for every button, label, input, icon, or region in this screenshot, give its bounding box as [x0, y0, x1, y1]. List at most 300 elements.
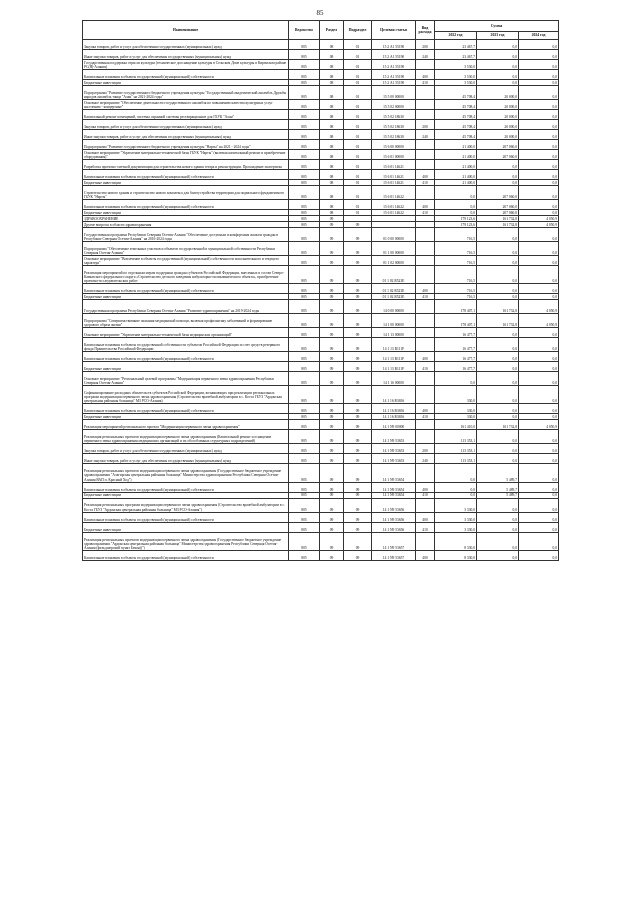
table-row	[83, 444, 559, 454]
row-csr: 14 1 13 00000	[372, 328, 416, 338]
row-razdel: 08	[320, 40, 344, 50]
row-vr: 410	[416, 294, 435, 300]
row-vr	[416, 314, 435, 328]
row-csr: 14 1 N9 00000	[372, 420, 416, 430]
row-podrazdel: 09	[344, 482, 372, 492]
row-vr	[416, 149, 435, 159]
row-value-2023: 161 732,8	[477, 221, 519, 227]
row-value-2023: 207 060,0	[477, 139, 519, 149]
row-name: Основное мероприятие "Укрепление материально-технической базы медицинских организаций"	[83, 328, 289, 338]
row-value-2024: 4 050,9	[519, 299, 559, 313]
row-value-2023: 0,0	[477, 352, 519, 362]
row-podrazdel: 09	[344, 414, 372, 420]
row-vr	[416, 241, 435, 255]
row-ved: 805	[289, 149, 320, 159]
row-value-2024: 0,0	[519, 227, 559, 241]
row-value-2023: 0,0	[477, 444, 519, 454]
row-csr: 14 1 N9 53657	[372, 532, 416, 550]
row-csr: 15 6 01 14622	[372, 209, 416, 215]
row-razdel: 09	[320, 420, 344, 430]
row-razdel: 09	[320, 404, 344, 414]
row-value-2024: 0,0	[519, 362, 559, 372]
row-name: Капитальные вложения в объекты государственной (муниципальной) собственности	[83, 550, 289, 560]
header-razdel: Раздел	[320, 21, 344, 40]
row-value-2023: 161 732,8	[477, 299, 519, 313]
row-value-2024: 0,0	[519, 265, 559, 283]
table-row	[83, 404, 559, 414]
row-csr: 15 5 00 00000	[372, 85, 416, 99]
row-razdel: 08	[320, 99, 344, 109]
row-razdel: 08	[320, 109, 344, 119]
row-podrazdel: 09	[344, 444, 372, 454]
row-value-2024: 4 050,9	[519, 314, 559, 328]
row-vr: 400	[416, 284, 435, 294]
row-razdel: 09	[320, 550, 344, 560]
row-vr	[416, 255, 435, 265]
table-row	[83, 482, 559, 492]
row-name: Реализация региональных программ модернизации первичного звена здравоохранения (Строительство врачебной амбулатории в с. Коста ГБУЗ "Ардонская центральная районная больница" МЗ РСО-Алания")	[83, 498, 289, 512]
row-ved: 805	[289, 492, 320, 498]
row-value-2023: 0,0	[477, 430, 519, 444]
header-vr: Вид расхода	[416, 21, 435, 40]
row-value-2022: 179 123,6	[435, 215, 477, 221]
row-value-2022: 716,5	[435, 284, 477, 294]
row-value-2024: 4 050,9	[519, 215, 559, 221]
row-value-2022: 0,0	[435, 464, 477, 482]
row-podrazdel: 09	[344, 492, 372, 498]
row-vr: 240	[416, 50, 435, 60]
row-value-2023: 0,0	[477, 498, 519, 512]
table-row	[83, 50, 559, 60]
table-row	[83, 464, 559, 482]
row-podrazdel: 09	[344, 420, 372, 430]
row-name: Бюджетные инвестиции	[83, 522, 289, 532]
row-csr: 15 5 02 18630	[372, 119, 416, 129]
row-name: Капитальные вложения в объекты государственной (муниципальной) собственности	[83, 482, 289, 492]
row-csr: 15 2 А1 55190	[372, 70, 416, 80]
row-ved: 805	[289, 372, 320, 386]
row-podrazdel: 09	[344, 221, 372, 227]
row-vr	[416, 498, 435, 512]
row-csr: 14 1 N9 53656	[372, 498, 416, 512]
row-podrazdel: 01	[344, 40, 372, 50]
row-vr	[416, 159, 435, 169]
row-value-2023: 0,0	[477, 70, 519, 80]
row-value-2024: 0,0	[519, 80, 559, 86]
row-name: Капитальный ремонт помещений, системы охранной системы реставрационное для ГБУК "Алан"	[83, 109, 289, 119]
row-ved: 805	[289, 80, 320, 86]
row-value-2022: 716,5	[435, 241, 477, 255]
row-value-2023: 20 000,0	[477, 99, 519, 109]
row-value-2022: 45 708,4	[435, 129, 477, 139]
table-row	[83, 119, 559, 129]
row-podrazdel: 09	[344, 241, 372, 255]
row-name: Строительство нового здания и строительство нового комплекса для благоустройства территории для подвального фундаментного ГБУК "Нарты"	[83, 185, 289, 199]
row-value-2023: 0,0	[477, 50, 519, 60]
row-name: Капитальные вложения в объекты государственной (муниципальной) собственности	[83, 199, 289, 209]
row-vr	[416, 139, 435, 149]
row-value-2022: 330,0	[435, 404, 477, 414]
row-value-2024: 0,0	[519, 522, 559, 532]
row-name: Основное мероприятие "Вовлечение в объекты государственной (муниципальной) собственности исполнительного и текущего характера"	[83, 255, 289, 265]
row-vr	[416, 532, 435, 550]
row-vr	[416, 299, 435, 313]
table-row	[83, 372, 559, 386]
row-ved: 805	[289, 430, 320, 444]
row-value-2022: 113 353,1	[435, 430, 477, 444]
row-razdel: 09	[320, 498, 344, 512]
row-podrazdel: 09	[344, 255, 372, 265]
row-razdel: 08	[320, 179, 344, 185]
row-csr: 15 5 02 00000	[372, 99, 416, 109]
row-value-2023: 0,0	[477, 284, 519, 294]
row-csr: 01 1 02 R523Е	[372, 265, 416, 283]
row-value-2023: 0,0	[477, 404, 519, 414]
row-name: Иные закупки товаров, работ и услуг для обеспечения государственных (муниципальных) нужд	[83, 50, 289, 60]
row-value-2024: 0,0	[519, 492, 559, 498]
table-body	[83, 40, 559, 561]
row-name: Закупка товаров, работ и услуг для обеспечения государственных (муниципальных) нужд	[83, 444, 289, 454]
row-razdel: 09	[320, 299, 344, 313]
row-podrazdel: 09	[344, 498, 372, 512]
row-ved: 805	[289, 498, 320, 512]
row-value-2022: 716,5	[435, 227, 477, 241]
row-vr	[416, 60, 435, 70]
table-row	[83, 498, 559, 512]
row-name: Капитальные вложения в объекты государственной (муниципальной) собственности	[83, 70, 289, 80]
row-vr	[416, 372, 435, 386]
page-number: 85	[316, 9, 324, 17]
row-csr: 14 1 13 R111F	[372, 362, 416, 372]
row-vr: 410	[416, 522, 435, 532]
row-value-2022: 45 708,4	[435, 99, 477, 109]
row-value-2022: 330,0	[435, 386, 477, 404]
table-row	[83, 227, 559, 241]
row-vr: 400	[416, 70, 435, 80]
row-csr: 01 1 02 00000	[372, 255, 416, 265]
row-ved: 805	[289, 99, 320, 109]
row-razdel: 09	[320, 221, 344, 227]
row-name: Государственная программа Республики Северная Осетия-Алания "Развитие здравоохранения" на 2019-2024 годы	[83, 299, 289, 313]
row-value-2024: 0,0	[519, 430, 559, 444]
row-csr: 15 6 01 14621	[372, 159, 416, 169]
table-row	[83, 430, 559, 444]
row-csr: 01 1 02 R523Е	[372, 294, 416, 300]
row-razdel: 08	[320, 85, 344, 99]
row-csr: 01 0 00 00000	[372, 227, 416, 241]
table-row	[83, 169, 559, 179]
row-podrazdel: 01	[344, 119, 372, 129]
table-row	[83, 99, 559, 109]
row-podrazdel: 09	[344, 404, 372, 414]
row-vr	[416, 420, 435, 430]
row-vr	[416, 265, 435, 283]
row-razdel: 09	[320, 430, 344, 444]
row-value-2024: 0,0	[519, 85, 559, 99]
header-sum: Сумма	[435, 21, 559, 32]
row-podrazdel: 09	[344, 522, 372, 532]
row-value-2024: 0,0	[519, 372, 559, 386]
row-csr: 15 2 А1 55190	[372, 80, 416, 86]
row-razdel: 09	[320, 454, 344, 464]
row-ved: 805	[289, 512, 320, 522]
row-razdel: 09	[320, 362, 344, 372]
row-name: Бюджетные инвестиции	[83, 362, 289, 372]
row-vr: 200	[416, 119, 435, 129]
table-row	[83, 265, 559, 283]
row-csr: 14 1 16 R3656	[372, 414, 416, 420]
row-ved: 805	[289, 139, 320, 149]
row-vr: 400	[416, 550, 435, 560]
row-value-2024: 4 050,9	[519, 420, 559, 430]
row-ved: 805	[289, 119, 320, 129]
row-value-2023: 207 060,0	[477, 149, 519, 159]
row-value-2024: 0,0	[519, 209, 559, 215]
row-name: Подпрограмма "Совершенствование оказания медицинской помощи, включая профилактику заболеваний и формирование здорового образа жизни"	[83, 314, 289, 328]
table-row	[83, 199, 559, 209]
row-name: Иные закупки товаров, работ и услуг для обеспечения государственных (муниципальных) нужд	[83, 454, 289, 464]
row-value-2022: 179 123,6	[435, 221, 477, 227]
row-value-2023: 161 732,8	[477, 420, 519, 430]
row-vr	[416, 386, 435, 404]
row-value-2024: 0,0	[519, 532, 559, 550]
row-csr: 15 5 02 18630	[372, 109, 416, 119]
row-value-2023: 5 489,7	[477, 492, 519, 498]
row-podrazdel: 09	[344, 299, 372, 313]
row-podrazdel: 09	[344, 532, 372, 550]
row-vr: 400	[416, 512, 435, 522]
row-razdel: 08	[320, 60, 344, 70]
row-csr: 15 6 01 14622	[372, 199, 416, 209]
table-row	[83, 109, 559, 119]
row-razdel: 09	[320, 444, 344, 454]
row-vr: 410	[416, 362, 435, 372]
table-row	[83, 338, 559, 352]
row-value-2024: 0,0	[519, 50, 559, 60]
row-value-2022: 21 400,0	[435, 149, 477, 159]
row-csr: 15 6 01 00000	[372, 149, 416, 159]
row-value-2024: 0,0	[519, 482, 559, 492]
row-csr: 14 1 N9 53657	[372, 550, 416, 560]
table-row	[83, 284, 559, 294]
row-value-2022: 178 407,1	[435, 314, 477, 328]
row-value-2023: 0,0	[477, 362, 519, 372]
row-value-2024: 0,0	[519, 149, 559, 159]
row-podrazdel: 01	[344, 185, 372, 199]
row-value-2022: 16 477,7	[435, 362, 477, 372]
row-value-2023: 0,0	[477, 227, 519, 241]
header-year-2023: 2023 год	[477, 32, 519, 40]
row-name: Бюджетные инвестиции	[83, 209, 289, 215]
row-razdel: 09	[320, 328, 344, 338]
row-csr: 15 6 01 14621	[372, 169, 416, 179]
row-ved: 805	[289, 199, 320, 209]
row-podrazdel: 09	[344, 386, 372, 404]
row-ved: 805	[289, 109, 320, 119]
row-value-2023: 0,0	[477, 372, 519, 386]
row-ved: 805	[289, 482, 320, 492]
row-value-2023: 0,0	[477, 454, 519, 464]
row-name: Подпрограмма "Развитие государственного бюджетного учреждения культуры "Нарты" на 2021 - 2024 годы"	[83, 139, 289, 149]
row-value-2024: 0,0	[519, 70, 559, 80]
row-value-2024: 0,0	[519, 454, 559, 464]
table-row	[83, 40, 559, 50]
table-row	[83, 314, 559, 328]
row-podrazdel: 01	[344, 169, 372, 179]
row-value-2023: 0,0	[477, 532, 519, 550]
row-name: Иные закупки товаров, работ и услуг для обеспечения государственных (муниципальных) нужд	[83, 129, 289, 139]
row-name: Разработка проектно-сметной документации для строительства нового здания театра и реконструкции. Прохождение экспертизы	[83, 159, 289, 169]
row-value-2024: 0,0	[519, 328, 559, 338]
row-podrazdel: 01	[344, 60, 372, 70]
row-value-2022: 16 477,7	[435, 352, 477, 362]
row-name: Капитальные вложения в объекты государственной (муниципальной) собственности	[83, 169, 289, 179]
row-razdel: 09	[320, 482, 344, 492]
row-razdel: 09	[320, 284, 344, 294]
row-podrazdel: 09	[344, 430, 372, 444]
row-vr	[416, 227, 435, 241]
row-value-2024: 0,0	[519, 129, 559, 139]
row-podrazdel: 01	[344, 159, 372, 169]
row-ved: 805	[289, 532, 320, 550]
row-razdel: 09	[320, 492, 344, 498]
row-name: Реализация региональных проектов модернизации первичного звена здравоохранения (Капитальный ремонт и оснащение первичного звена здравоохранения медицинских организаций и их обособленных структурных подразделений)	[83, 430, 289, 444]
row-name: Другие вопросы в области здравоохранения	[83, 221, 289, 227]
row-name: Капитальные вложения в объекты государственной (муниципальной) собственности	[83, 404, 289, 414]
row-podrazdel: 01	[344, 70, 372, 80]
row-value-2022: 21 400,0	[435, 179, 477, 185]
row-value-2023: 5 489,7	[477, 464, 519, 482]
row-podrazdel: 09	[344, 464, 372, 482]
row-value-2024: 0,0	[519, 199, 559, 209]
row-ved: 805	[289, 85, 320, 99]
row-ved: 805	[289, 241, 320, 255]
row-value-2023: 0,0	[477, 414, 519, 420]
row-value-2024: 0,0	[519, 255, 559, 265]
row-podrazdel: 01	[344, 80, 372, 86]
row-podrazdel: 09	[344, 265, 372, 283]
row-value-2024: 0,0	[519, 386, 559, 404]
row-value-2024: 4 050,9	[519, 221, 559, 227]
row-vr: 200	[416, 444, 435, 454]
row-csr: 15 2 А1 55190	[372, 50, 416, 60]
row-value-2023: 20 000,0	[477, 119, 519, 129]
row-value-2022: 8 330,0	[435, 532, 477, 550]
row-csr: 14 1 16 00000	[372, 372, 416, 386]
row-vr: 400	[416, 352, 435, 362]
row-vr	[416, 99, 435, 109]
row-csr: 14 1 N9 53653	[372, 454, 416, 464]
row-ved: 805	[289, 550, 320, 560]
row-value-2023: 0,0	[477, 241, 519, 255]
row-name: Закупка товаров, работ и услуг для обеспечения государственных (муниципальных) нужд	[83, 119, 289, 129]
table-row	[83, 386, 559, 404]
row-podrazdel: 01	[344, 149, 372, 159]
row-podrazdel: 09	[344, 362, 372, 372]
row-ved: 805	[289, 60, 320, 70]
row-vr	[416, 328, 435, 338]
row-vr: 410	[416, 209, 435, 215]
row-value-2024: 0,0	[519, 550, 559, 560]
row-ved: 805	[289, 404, 320, 414]
table-row	[83, 550, 559, 560]
row-value-2024: 0,0	[519, 464, 559, 482]
row-podrazdel: 01	[344, 209, 372, 215]
row-ved: 805	[289, 362, 320, 372]
row-csr: 15 5 02 18630	[372, 129, 416, 139]
row-razdel: 08	[320, 70, 344, 80]
row-value-2023: 0,0	[477, 522, 519, 532]
row-csr: 15 2 А1 55190	[372, 60, 416, 70]
row-ved: 805	[289, 284, 320, 294]
row-name: Основное мероприятие "Региональный целевой программы "Модернизация первичного звена здравоохранения Республики Северная Осетия-Алания"	[83, 372, 289, 386]
row-csr: 15 6 01 14622	[372, 185, 416, 199]
row-value-2023: 161 732,8	[477, 215, 519, 221]
row-value-2022: 0,0	[435, 199, 477, 209]
table-row	[83, 420, 559, 430]
row-vr	[416, 430, 435, 444]
row-ved: 805	[289, 294, 320, 300]
row-ved: 805	[289, 50, 320, 60]
row-value-2023: 0,0	[477, 169, 519, 179]
row-ved: 805	[289, 265, 320, 283]
row-razdel: 08	[320, 209, 344, 215]
row-ved: 805	[289, 221, 320, 227]
row-podrazdel: 01	[344, 139, 372, 149]
row-ved: 805	[289, 420, 320, 430]
row-value-2024: 0,0	[519, 338, 559, 352]
row-razdel: 09	[320, 512, 344, 522]
table-row	[83, 60, 559, 70]
row-ved: 805	[289, 70, 320, 80]
row-vr	[416, 338, 435, 352]
table-row	[83, 299, 559, 313]
row-ved: 805	[289, 464, 320, 482]
row-razdel: 09	[320, 227, 344, 241]
row-podrazdel: 09	[344, 372, 372, 386]
row-podrazdel: 09	[344, 550, 372, 560]
row-value-2023: 0,0	[477, 159, 519, 169]
table-row	[83, 241, 559, 255]
row-value-2022: 16 477,7	[435, 328, 477, 338]
row-value-2023: 207 060,0	[477, 185, 519, 199]
row-razdel: 09	[320, 414, 344, 420]
row-csr: 14 1 N9 53654	[372, 464, 416, 482]
row-value-2024: 0,0	[519, 284, 559, 294]
row-ved: 805	[289, 444, 320, 454]
row-ved: 805	[289, 299, 320, 313]
row-name: Реализация региональных проектов модернизации первичного звена здравоохранения (Государственное бюджетное учреждение здравоохранения "Алагирская центральная районная больница" Министерства здравоохранения Республики Северная Осетия-Алания ВАП п. Красный Ход")	[83, 464, 289, 482]
row-value-2024: 0,0	[519, 179, 559, 185]
row-value-2022: 45 708,4	[435, 109, 477, 119]
row-ved: 805	[289, 255, 320, 265]
row-value-2023: 0,0	[477, 338, 519, 352]
row-name: Капитальные вложения в объекты государственной (муниципальной) собственности	[83, 284, 289, 294]
row-value-2023: 0,0	[477, 294, 519, 300]
row-value-2022: 3 330,0	[435, 498, 477, 512]
row-name: Подпрограмма "Обеспечение земельных участков и объектов государственной и муниципальной собственности Республики Северная Осетия-Алания"	[83, 241, 289, 255]
row-value-2023: 207 060,0	[477, 209, 519, 215]
row-name: Бюджетные инвестиции	[83, 414, 289, 420]
row-ved: 805	[289, 185, 320, 199]
row-value-2024: 0,0	[519, 109, 559, 119]
row-value-2022: 3 530,0	[435, 60, 477, 70]
table-row	[83, 328, 559, 338]
row-ved: 805	[289, 215, 320, 221]
row-value-2022: 113 353,1	[435, 454, 477, 464]
row-value-2022: 21 400,0	[435, 169, 477, 179]
row-vr: 400	[416, 404, 435, 414]
